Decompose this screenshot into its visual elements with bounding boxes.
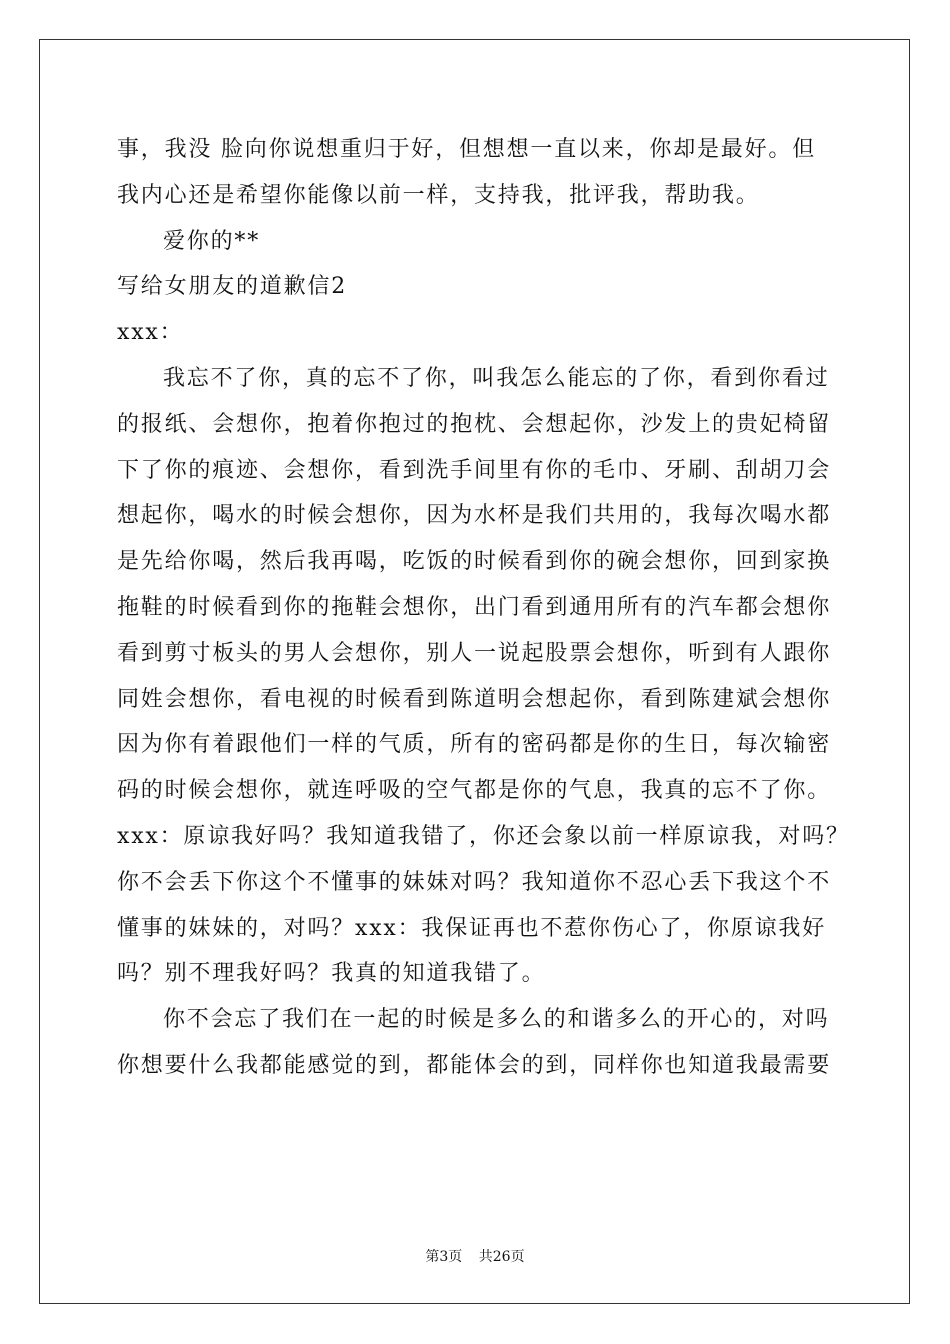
text-line: 我忘不了你，真的忘不了你，叫我怎么能忘的了你，看到你看过 — [163, 365, 830, 391]
text-line: 你不会丢下你这个不懂事的妹妹对吗？我知道你不忍心丢下我这个不 — [117, 869, 832, 895]
text-line: 码的时候会想你，就连呼吸的空气都是你的气息，我真的忘不了你。 — [117, 778, 832, 804]
text-line: 是先给你喝，然后我再喝，吃饭的时候看到你的碗会想你，回到家换 — [117, 549, 832, 575]
text-line: 的报纸、会想你，抱着你抱过的抱枕、会想起你，沙发上的贵妃椅留 — [117, 411, 832, 437]
text-line: 同姓会想你，看电视的时候看到陈道明会想起你，看到陈建斌会想你 — [117, 686, 832, 712]
document-body — [117, 127, 850, 1089]
text-line: 看到剪寸板头的男人会想你，别人一说起股票会想你，听到有人跟你 — [117, 640, 832, 666]
text-line: 吗？别不理我好吗？我真的知道我错了。 — [117, 961, 546, 987]
salutation: xxx： — [117, 320, 184, 346]
text-line: 下了你的痕迹、会想你，看到洗手间里有你的毛巾、牙刷、刮胡刀会 — [117, 457, 832, 483]
section-title: 写给女朋友的道歉信2 — [117, 274, 347, 300]
text-line: 你不会忘了我们在一起的时候是多么的和谐多么的开心的，对吗 — [163, 1007, 830, 1033]
text-line: 懂事的妹妹的，对吗？xxx：我保证再也不惹你伤心了，你原谅我好 — [117, 915, 827, 941]
text-line: 想起你，喝水的时候会想你，因为水杯是我们共用的，我每次喝水都 — [117, 503, 832, 529]
page-footer — [0, 1246, 950, 1266]
text-line: 拖鞋的时候看到你的拖鞋会想你，出门看到通用所有的汽车都会想你 — [117, 594, 832, 620]
signature-line: 爱你的** — [163, 228, 261, 254]
text-line: 你想要什么我都能感觉的到，都能体会的到，同样你也知道我最需要 — [117, 1052, 832, 1078]
page-number: 第3页 — [425, 1249, 463, 1265]
text-line: 因为你有着跟他们一样的气质，所有的密码都是你的生日，每次输密 — [117, 732, 832, 758]
page-total: 共26页 — [478, 1249, 525, 1265]
text-line: 事，我没 脸向你说想重归于好，但想想一直以来，你却是最好。但 — [117, 137, 816, 162]
text-line: 我内心还是希望你能像以前一样，支持我，批评我，帮助我。 — [117, 182, 760, 208]
text-line: xxx：原谅我好吗？我知道我错了，你还会象以前一样原谅我，对吗？ — [117, 823, 850, 849]
